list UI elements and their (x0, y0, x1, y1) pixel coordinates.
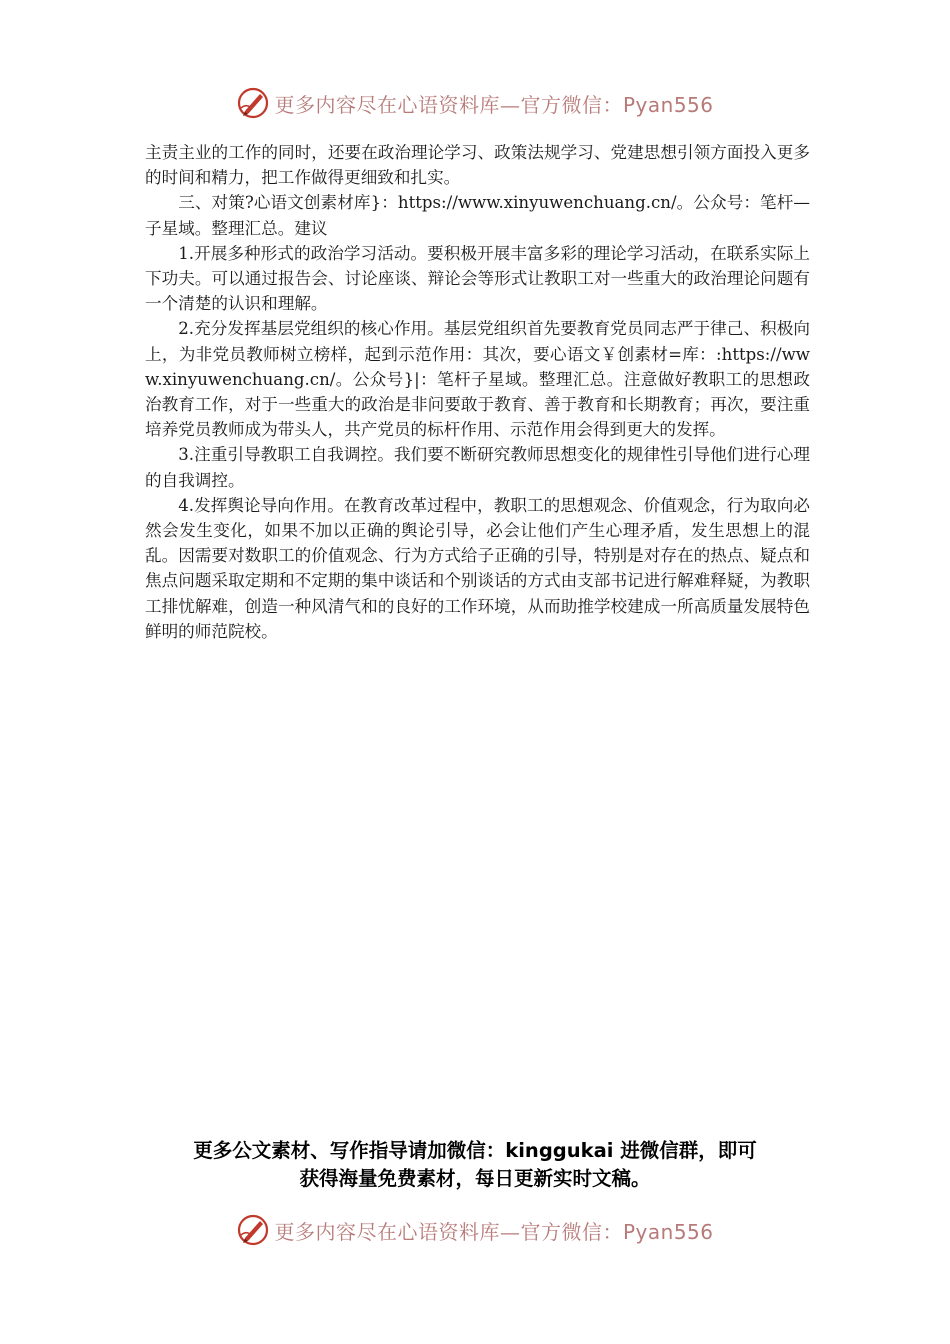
header-wechat-id: Pyan556 (622, 92, 714, 117)
header-banner-text: 更多内容尽在心语资料库—官方微信：Pyan556 (274, 92, 714, 117)
footer-banner-text: 更多内容尽在心语资料库—官方微信：Pyan556 (274, 1219, 714, 1244)
pen-logo-icon (236, 1213, 270, 1247)
pen-logo-icon (236, 86, 270, 120)
paragraph: 主责主业的工作的同时，还要在政治理论学习、政策法规学习、党建思想引领方面投入更多的时间和精力，把工作做得更细致和扎实。 (145, 143, 810, 188)
paragraph: 3.注重引导教职工自我调控。我们要不断研究教师思想变化的规律性引导他们进行心理的自我调控。 (145, 445, 810, 490)
footer-banner (0, 1210, 950, 1250)
footer-note-line2: 获得海量免费素材，每日更新实时文稿。 (299, 1167, 651, 1190)
header-banner (0, 83, 950, 123)
footer-note-line1: 更多公文素材、写作指导请加微信：kinggukai 进微信群，即可 (193, 1139, 757, 1162)
paragraph: 三、对策?心语文创素材库}：https://www.xinyuwenchuang.cn/。公众号：笔杆—子星域。整理汇总。建议 (145, 193, 810, 238)
paragraph: 2.充分发挥基层党组织的核心作用。基层党组织首先要教育党员同志严于律己、积极向上，为非党员教师树立榜样，起到示范作用：其次，要心语文￥创素材=库：:https://www.xinyuwenchuang.cn/。公众号}|：笔杆子星域。整理汇总。注意做好教职工的思想政治教育工作，对于一些重大的政治是非问要敢于教育、善于教育和长期教育；再次，要注重培养党员教师成为带头人，共产党员的标杆作用、示范作用会得到更大的发挥。 (145, 319, 810, 440)
document-body (145, 140, 810, 644)
footer-note (0, 1137, 950, 1193)
paragraph: 4.发挥舆论导向作用。在教育改革过程中，教职工的思想观念、价值观念，行为取向必然会发生变化，如果不加以正确的舆论引导，必会让他们产生心理矛盾，发生思想上的混乱。因需要对数职工的价值观念、行为方式给子正确的引导，特别是对存在的热点、疑点和焦点问题采取定期和不定期的集中谈话和个别谈话的方式由支部书记进行解难释疑，为教职工排忧解难，创造一种风清气和的良好的工作环境，从而助推学校建成一所高质量发展特色鲜明的师范院校。 (145, 495, 810, 641)
paragraph: 1.开展多种形式的政治学习活动。要积极开展丰富多彩的理论学习活动，在联系实际上下功夫。可以通过报告会、讨论座谈、辩论会等形式让教职工对一些重大的政治理论问题有一个清楚的认识和理解。 (145, 243, 810, 314)
footer-wechat-id: Pyan556 (622, 1219, 714, 1244)
